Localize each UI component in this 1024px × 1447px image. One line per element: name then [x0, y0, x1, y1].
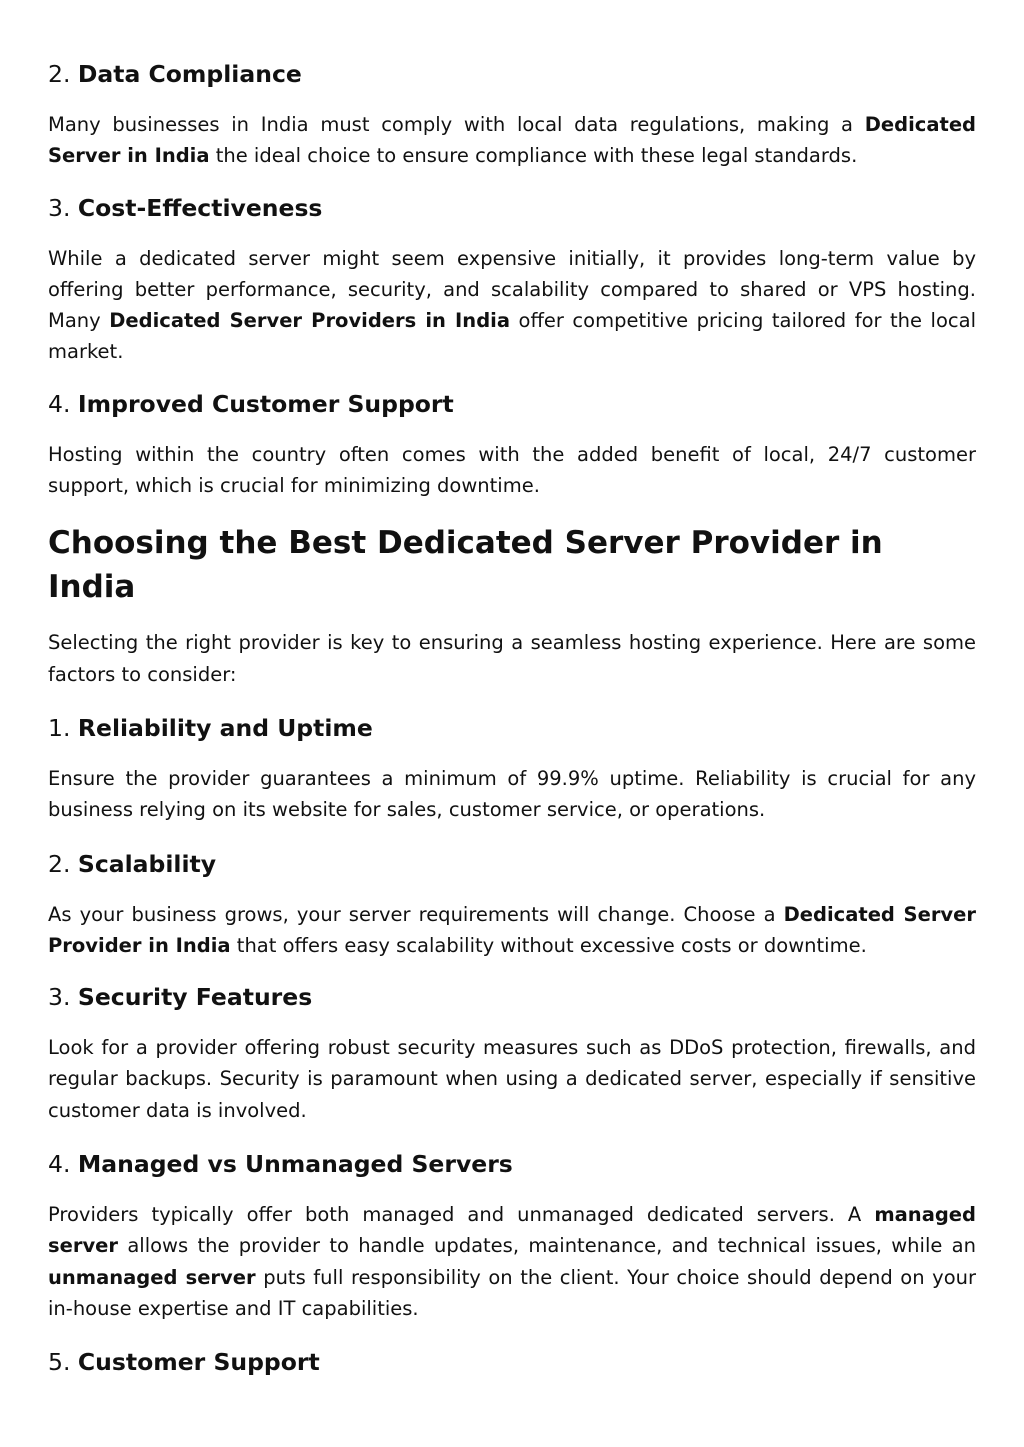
heading-cost-effectiveness [48, 191, 976, 225]
heading-number: 2. [48, 60, 71, 88]
heading-title: Cost-Effectiveness [77, 193, 323, 222]
paragraph-reliability-uptime: Ensure the provider guarantees a minimum of 99.9% uptime. Reliability is crucial for any business relying on its website for sales, customer service, or operations. [48, 766, 976, 822]
bold-phrase: Dedicated Server Provider in India [48, 902, 976, 957]
paragraph-scalability: As your business grows, your server requirements will change. Choose a Dedicated Server Provider in India that offers easy scalability without excessive costs or downtime. [48, 902, 976, 957]
paragraph-choosing-intro: Selecting the right provider is key to ensuring a seamless hosting experience. Here are some factors to consider: [48, 631, 976, 686]
heading-title: Scalability [77, 849, 217, 878]
heading-managed-vs-unmanaged [48, 1147, 976, 1181]
heading-title: Managed vs Unmanaged Servers [77, 1150, 513, 1179]
paragraph-cost-effectiveness: While a dedicated server might seem expensive initially, it provides long-term value by offering better performance, security, and scalability compared to shared or VPS hosting. Many Dedicated Server Providers in India offer competitive pricing tailored for the local market. [48, 246, 976, 364]
heading-number: 4. [48, 389, 71, 418]
paragraph-data-compliance: Many businesses in India must comply with local data regulations, making a Dedicated Server in India the ideal choice to ensure compliance with these legal standards. [48, 113, 976, 168]
paragraph-managed-vs-unmanaged: Providers typically offer both managed and unmanaged dedicated servers. A managed server allows the provider to handle updates, maintenance, and technical issues, while an unmanaged server puts full responsibility on the client. Your choice should depend on your in-house expertise and IT capabilities. [48, 1203, 977, 1320]
heading-data-compliance [48, 57, 976, 91]
section-heading-choosing-provider: Choosing the Best Dedicated Server Provider in India [48, 525, 883, 606]
heading-reliability-uptime [48, 711, 976, 745]
heading-title: Reliability and Uptime [77, 713, 373, 742]
paragraph-security-features: Look for a provider offering robust security measures such as DDoS protection, firewalls, and regular backups. Security is paramount when using a dedicated server, especially if sensitive customer data is involved. [48, 1036, 976, 1122]
heading-number: 2. [48, 849, 71, 878]
heading-number: 5. [48, 1348, 71, 1377]
bold-phrase: managed server [48, 1203, 976, 1258]
heading-security-features [48, 980, 976, 1014]
heading-title: Improved Customer Support [77, 389, 454, 418]
heading-number: 3. [48, 983, 71, 1012]
heading-number: 1. [48, 713, 71, 742]
heading-title: Data Compliance [77, 60, 302, 88]
heading-number: 4. [48, 1150, 71, 1179]
paragraph-improved-customer-support: Hosting within the country often comes with the added benefit of local, 24/7 customer support, which is crucial for minimizing downtime. [48, 442, 976, 498]
bold-phrase: Dedicated Server in India [48, 113, 976, 168]
heading-title: Customer Support [77, 1348, 320, 1377]
heading-customer-support [48, 1345, 976, 1379]
heading-scalability [48, 847, 976, 881]
heading-title: Security Features [77, 983, 313, 1012]
bold-phrase: unmanaged server [48, 1265, 256, 1289]
heading-number: 3. [48, 193, 71, 222]
heading-improved-customer-support [48, 387, 976, 421]
bold-phrase: Dedicated Server Providers in India [109, 309, 510, 333]
